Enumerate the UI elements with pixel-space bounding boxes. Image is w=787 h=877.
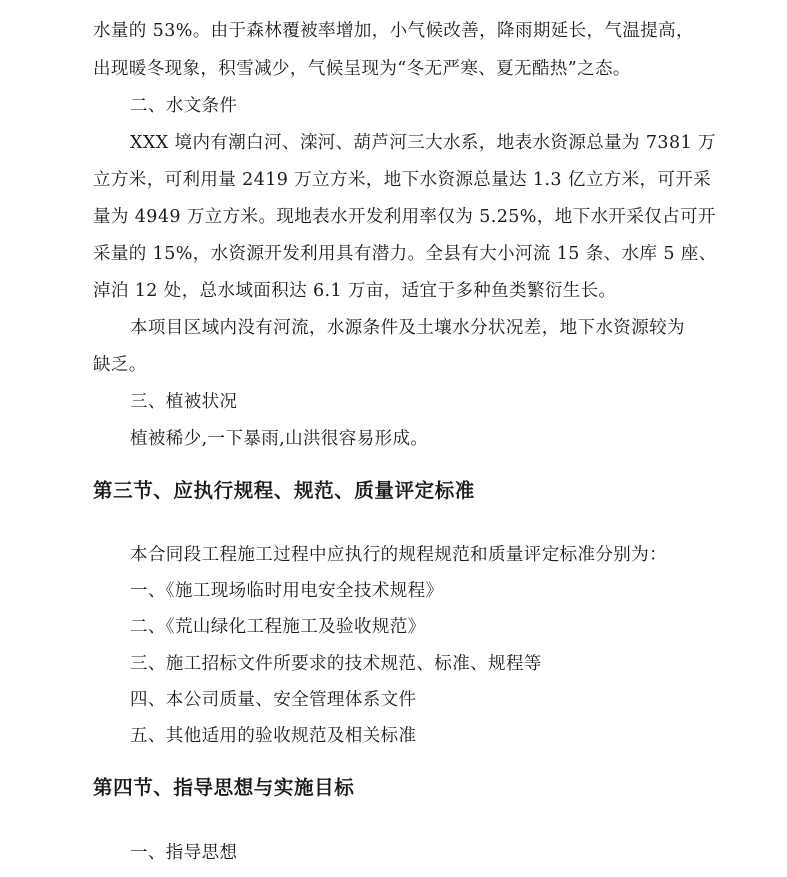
hydrology-paragraph-line-4: 采量的 15%，水资源开发利用具有潜力。全县有大小河流 15 条、水库 5 座、 [93,244,717,264]
project-water-paragraph-line-2: 缺乏。 [93,355,147,375]
hydrology-paragraph-line-5: 淖泊 12 处，总水域面积达 6.1 万亩，适宜于多种鱼类繁衍生长。 [93,281,617,301]
climate-paragraph-line-1: 水量的 53%。由于森林覆被率增加，小气候改善，降雨期延长，气温提高， [93,21,694,41]
climate-paragraph-line-2: 出现暖冬现象，积雪减少，气候呈现为“冬无严寒、夏无酷热”之态。 [93,59,631,79]
standards-list-item-2: 二、《荒山绿化工程施工及验收规范》 [130,617,426,637]
vegetation-paragraph: 植被稀少,一下暴雨,山洪很容易形成。 [130,429,429,449]
standards-list-item-4: 四、本公司质量、安全管理体系文件 [130,690,417,710]
project-water-paragraph-line-1: 本项目区域内没有河流，水源条件及土壤水分状况差，地下水资源较为 [130,318,685,338]
section-4-heading: 第四节、指导思想与实施目标 [93,776,355,799]
hydrology-subheading: 二、水文条件 [130,96,238,116]
hydrology-paragraph-line-2: 立方米，可利用量 2419 万立方米，地下水资源总量达 1.3 亿立方米，可开采 [93,170,712,190]
section-3-intro: 本合同段工程施工过程中应执行的规程规范和质量评定标准分别为： [130,545,667,565]
hydrology-paragraph-line-1: XXX 境内有潮白河、滦河、葫芦河三大水系，地表水资源总量为 7381 万 [130,133,716,153]
hydrology-paragraph-line-3: 量为 4949 万立方米。现地表水开发利用率仅为 5.25%，地下水开采仅占可开 [93,207,716,227]
vegetation-subheading: 三、植被状况 [130,392,238,412]
standards-list-item-1: 一、《施工现场临时用电安全技术规程》 [130,581,444,601]
section-3-heading: 第三节、应执行规程、规范、质量评定标准 [93,479,475,502]
guiding-ideology-subheading: 一、指导思想 [130,843,238,863]
standards-list-item-5: 五、其他适用的验收规范及相关标准 [130,726,417,746]
standards-list-item-3: 三、施工招标文件所要求的技术规范、标准、规程等 [130,654,542,674]
